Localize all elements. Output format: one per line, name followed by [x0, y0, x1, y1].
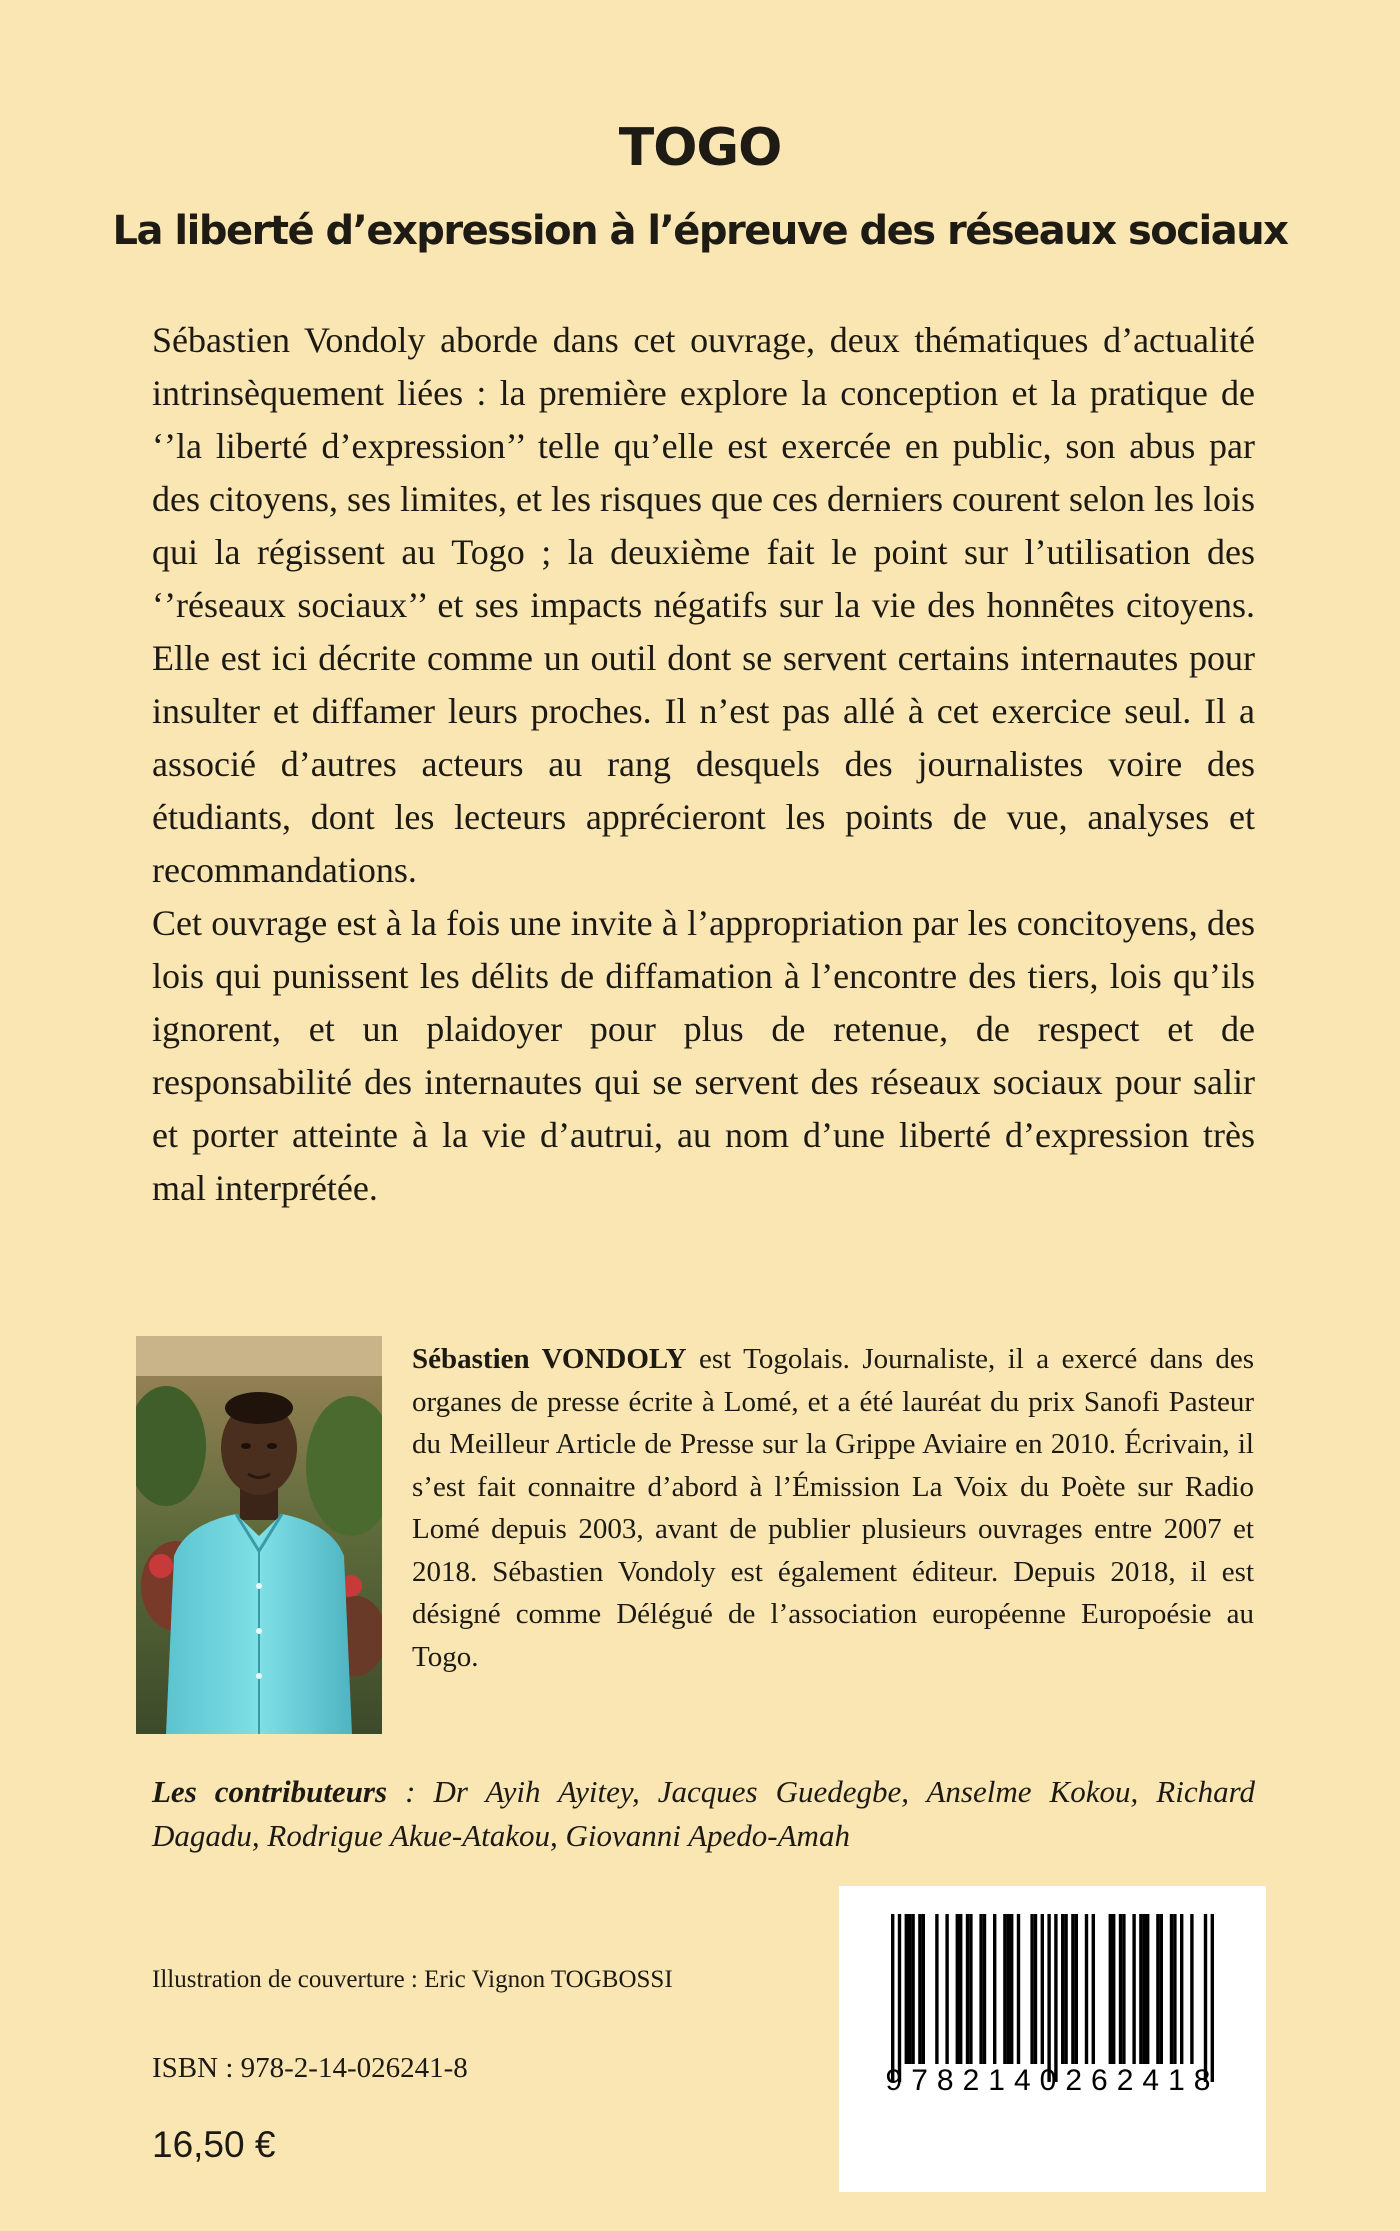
author-bio-text: est Togolais. Journaliste, il a exercé dans des organes de presse écrite à Lomé, et a été lauréat du prix Sanofi Pasteur du Meilleur Article de Presse sur la Grippe Aviaire en 2010. Écrivain, il s’est fait connaitre d’abord à l’Émission La Voix du Poète sur Radio Lomé depuis 2003, avant de publier plusieurs ouvrages entre 2007 et 2018. Sébastien Vondoly est également éditeur. Depuis 2018, il est désigné comme Délégué de l’association européenne Europoésie au Togo. [412, 1343, 1254, 1673]
author-name: Sébastien VONDOLY [412, 1343, 687, 1375]
author-bio [412, 1338, 1254, 1678]
barcode-bars [839, 1886, 1266, 2192]
book-title: TOGO [618, 118, 782, 178]
barcode-bar [908, 1914, 911, 2064]
barcode-bar [905, 1914, 908, 2064]
barcode-bar [1143, 1914, 1146, 2064]
barcode-bar [945, 1914, 948, 2064]
isbn: ISBN : 978-2-14-026241-8 [152, 2052, 468, 2084]
barcode-bar [1034, 1914, 1037, 2064]
barcode-bar [911, 1914, 914, 2064]
barcode-bar [1132, 1914, 1135, 2064]
contributors [152, 1770, 1255, 1858]
barcode-bar [969, 1914, 972, 2064]
author-portrait-illustration [136, 1336, 382, 1734]
barcode-bar [1092, 1914, 1095, 2064]
barcode-bar [1085, 1914, 1088, 2064]
barcode-bar [1041, 1914, 1044, 2064]
barcode-bar [979, 1914, 982, 2064]
barcode-bar [959, 1914, 962, 2064]
author-photo [136, 1336, 382, 1734]
barcode-bar [1112, 1914, 1115, 2064]
barcode-bar [1010, 1914, 1013, 2064]
contributors-label: Les contributeurs [152, 1774, 388, 1809]
barcode-bar [956, 1914, 959, 2064]
book-subtitle: La liberté d’expression à l’épreuve des réseaux sociaux [112, 208, 1288, 254]
barcode-bar [1071, 1914, 1074, 2064]
summary-paragraph: Cet ouvrage est à la fois une invite à l’appropriation par les concitoyens, des lois qui punissent les délits de diffamation à l’encontre des tiers, lois qu’ils ignorent, et un plaidoyer pour plus de retenue, de respect et de responsabilité des internautes qui se servent des réseaux sociaux pour salir et porter atteinte à la vie d’autrui, au nom d’une liberté d’expression très mal interprétée. [152, 903, 1255, 1208]
barcode-bar [1173, 1914, 1176, 2064]
barcode-bar [1180, 1914, 1183, 2064]
barcode-bar [891, 1914, 894, 2082]
book-summary [152, 314, 1255, 1215]
barcode-bar [1109, 1914, 1112, 2064]
barcode-bar [1139, 1914, 1142, 2064]
barcode-bar [966, 1914, 969, 2064]
barcode-bar [1204, 1914, 1207, 2082]
illustration-credit: Illustration de couverture : Eric Vignon TOGBOSSI [152, 1966, 673, 1993]
contributors-names: : Dr Ayih Ayitey, Jacques Guedegbe, Anselme Kokou, Richard Dagadu, Rodrigue Akue-Atakou, Giovanni Apedo-Amah [152, 1774, 1255, 1853]
price: 16,50 € [152, 2124, 276, 2165]
barcode-bar [1211, 1914, 1214, 2082]
barcode-bar [898, 1914, 901, 2082]
barcode-bar [1122, 1914, 1125, 2064]
barcode-bar [1160, 1914, 1163, 2064]
barcode-bar [1030, 1914, 1033, 2064]
barcode [839, 1886, 1266, 2192]
barcode-bar [1170, 1914, 1173, 2064]
barcode-bar [1156, 1914, 1159, 2064]
barcode-bar [922, 1914, 925, 2064]
barcode-bar [1017, 1914, 1020, 2064]
barcode-digits: 9782140262418 [885, 2064, 1220, 2097]
barcode-bar [1146, 1914, 1149, 2064]
barcode-bar [983, 1914, 986, 2064]
barcode-bar [993, 1914, 996, 2064]
barcode-bar [1190, 1914, 1193, 2064]
barcode-bar [1064, 1914, 1067, 2064]
barcode-bar [918, 1914, 921, 2064]
barcode-bar [1119, 1914, 1122, 2064]
barcode-bar [1075, 1914, 1078, 2064]
summary-paragraph: Sébastien Vondoly aborde dans cet ouvrage, deux thématiques d’actualité intrinsèquement liées : la première explore la conception et la pratique de ‘’la liberté d’expression’’ telle qu’elle est exercée en public, son abus par des citoyens, ses limites, et les risques que ces derniers courent selon les lois qui la régissent au Togo ; la deuxième fait le point sur l’utilisation des ‘’réseaux sociaux’’ et ses impacts négatifs sur la vie des honnêtes citoyens. Elle est ici décrite comme un outil dont se servent certains internautes pour insulter et diffamer leurs proches. Il n’est pas allé à cet exercice seul. Il a associé d’autres acteurs au rang desquels des journalistes voire des étudiants, dont les lecteurs apprécieront les points de vue, analyses et recommandations. [152, 320, 1255, 890]
barcode-bar [1047, 1914, 1050, 2082]
barcode-bar [1003, 1914, 1006, 2064]
barcode-bar [1061, 1914, 1064, 2064]
barcode-bar [1054, 1914, 1057, 2082]
barcode-bar [935, 1914, 938, 2064]
barcode-bar [1007, 1914, 1010, 2064]
